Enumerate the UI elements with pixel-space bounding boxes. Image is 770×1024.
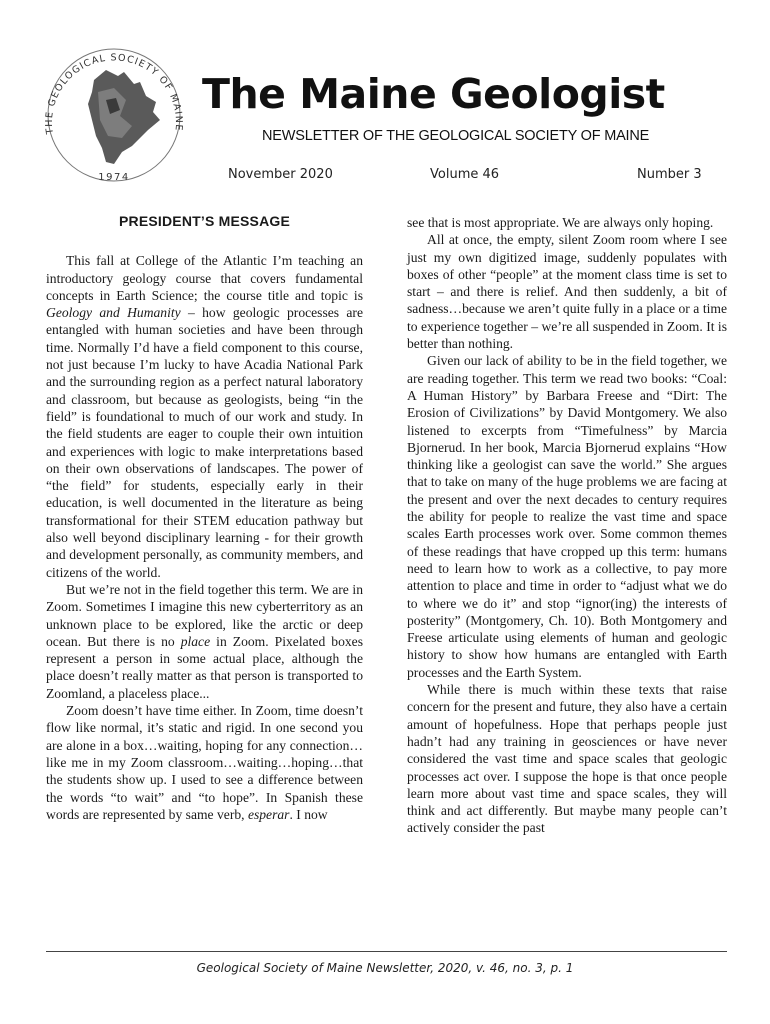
article-paragraph-2: But we’re not in the field together this term. We are in Zoom. Sometimes I imagine this new cyberterritory as an unknown place to be explored, like the arctic or deep ocean. But there is no place in Zoom. Pixelated boxes represent a person in some actual place, although the place doesn’t really matter as that person is transported to Zoomland, a placeless place... [46,581,363,701]
article-paragraph-1: This fall at College of the Atlantic I’m teaching an introductory geology course that covers fundamental concepts in Earth Science; the course title and topic is Geology and Humanity – how geologic processes are entangled with human societies and have been through time. Normally I’d have a field component to this course, not just because I’m lucky to have Acadia National Park and the surrounding region as a perfect natural laboratory and classroom, but because as geologists, being “in the field” is foundational to much of our work and study. In the field students are eager to couple their own intuition and experiences with logic to make interpretations based on their own observations of landscapes. The power of “the field” for students, especially early in their education, is well documented in the literature as being transformational for their STEM education pathway but also well beyond disciplinary learning - for their growth and development personally, as community members, and citizens of the world. [46,253,363,580]
article-paragraph-4: All at once, the empty, silent Zoom room where I see just my own digitized image, suddenly populates with boxes of other “people” at the moment class time is set to start – and there is relief. And then suddenly, a bit of sadness…because we aren’t quite fully in a place or a time to experience together – we’re all suspended in Zoom. It is better than nothing. [407,232,727,352]
footer-divider [46,951,727,952]
article-left-column [46,210,363,823]
maine-map-shape [88,70,160,164]
issue-date: November 2020 [228,167,333,182]
article-paragraph-continued: see that is most appropriate. We are always only hoping. [407,215,714,230]
issue-volume: Volume 46 [430,167,500,182]
seal-ring-text: THE GEOLOGICAL SOCIETY OF MAINE [43,52,185,135]
newsletter-subtitle: NEWSLETTER OF THE GEOLOGICAL SOCIETY OF MAINE [262,128,650,144]
article-paragraph-3: Zoom doesn’t have time either. In Zoom, time doesn’t flow like normal, it’s static and rigid. In one second you are alone in a box…waiting, hoping for any connection…like me in my Zoom classroom…waiting…hoping…that the students show up. I used to see a difference between the words “to wait” and “to hope”. In Spanish these words are represented by same verb, esperar. I now [46,703,363,822]
newsletter-title: The Maine Geologist [202,70,665,118]
society-seal-logo [36,40,188,190]
page-footer: Geological Society of Maine Newsletter, 2020, v. 46, no. 3, p. 1 [196,961,574,975]
article-paragraph-6: While there is much within these texts that raise concern for the present and future, they also have a certain amount of hopefulness. Hope that perhaps people just hadn’t had any training in geosciences or have never considered the vast time and space scales that geologic processes act over. I suppose the hope is that once people learn more about vast time and space scales, they will think and act differently. But maybe many people can’t actively consider the past [407,682,727,836]
article-heading: PRESIDENT’S MESSAGE [118,213,291,229]
article-right-column [407,214,727,837]
issue-number: Number 3 [637,167,702,182]
article-paragraph-5: Given our lack of ability to be in the field together, we are reading together. This term we read two books: “Coal: A Human History” by Barbara Freese and “Dirt: The Erosion of Civilizations” by David Montgomery. We also listened to excerpts from “Timefulness” by Marcia Bjornerud. In her book, Marcia Bjornerud explains “How thinking like a geologist can save the world.” She argues that to take on many of the huge problems we are facing at the present and over the next decades to century requires the ability for people to realize the vast time and space scales Earth processes work over. Some common themes of these readings that have cropped up this term: humans need to learn how to work as a collective, to pay more attention to place and time in order to “adjust what we do to where we do it” and stop “ignor(ing) the interests of posterity” (Montgomery, Ch. 10). Both Montgomery and Freese articulate using elements of human and geologic history to show how humans are entangled with Earth processes and the Earth System. [407,353,727,680]
seal-year: 1974 [98,172,130,183]
